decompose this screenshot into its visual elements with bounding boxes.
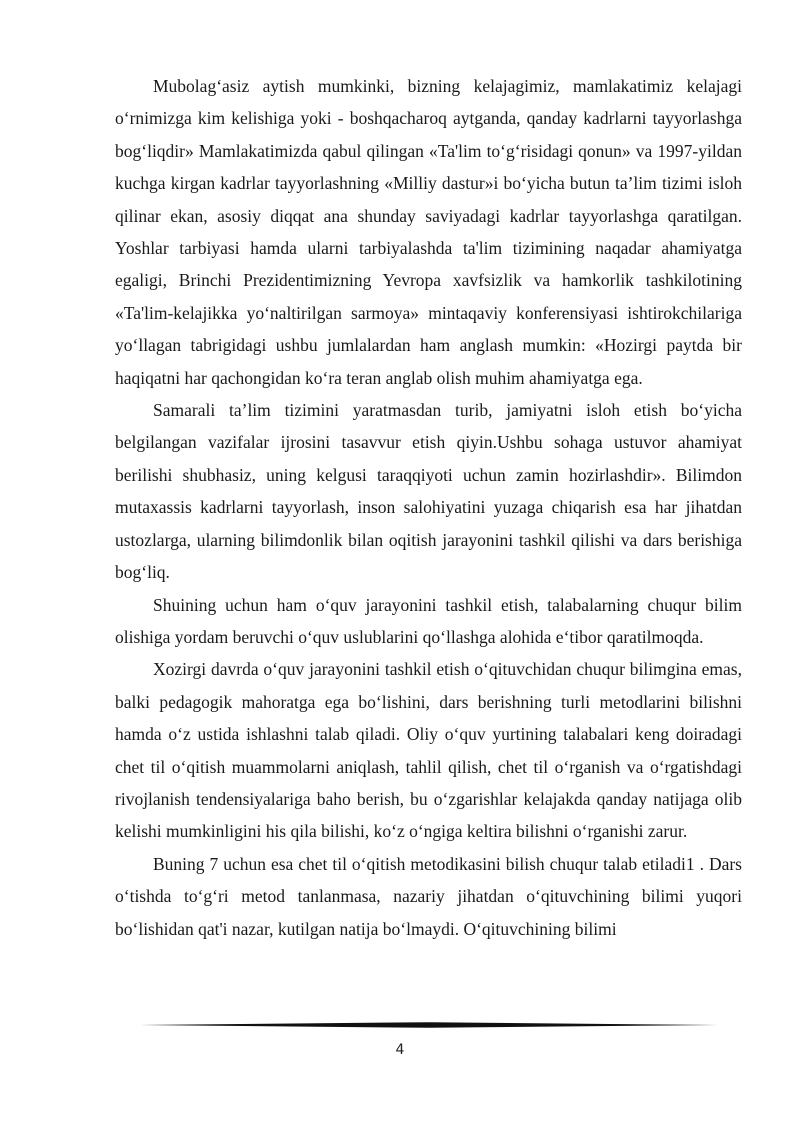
paragraph-4: Xozirgi davrda o‘quv jarayonini tashkil etish o‘qituvchidan chuqur bilimgina emas, balki pedagogik mahoratga ega bo‘lishini, dars berishning turli metodlarini bilishni hamda o‘z ustida ishlashni talab qiladi. Oliy o‘quv yurtining talabalari keng doiradagi chet til o‘qitish muammolarni aniqlash, tahlil qilish, chet til o‘rganish va o‘rgatishdagi rivojlanish tendensiyalariga baho berish, bu o‘zgarishlar kelajakda qanday natijaga olib kelishi mumkinligini his qila bilishi, ko‘z o‘ngiga keltira bilishni o‘rganishi zarur.: [115, 659, 742, 842]
paragraph-1: Mubolag‘asiz aytish mumkinki, bizning kelajagimiz, mamlakatimiz kelajagi o‘rnimizga kim kelishiga yoki - boshqacharoq aytganda, qanday kadrlarni tayyorlashga bog‘liqdir» Mamlakatimizda qabul qilingan «Ta'lim to‘g‘risidagi qonun» va 1997-yildan kuchga kirgan kadrlar tayyorlashning «Milliy dastur»i bo‘yicha butun ta’lim tizimi isloh qilinar ekan, asosiy diqqat ana shunday saviyadagi kadrlar tayyorlashga qaratilgan. Yoshlar tarbiyasi hamda ularni tarbiyalashda ta'lim tizimining naqadar ahamiyatga egaligi, Brinchi Prezidentimizning Yevropa xavfsizlik va hamkorlik tashkilotining «Ta'lim-kelajikka yo‘naltirilgan sarmoya» mintaqaviy konferensiyasi ishtirokchilariga yo‘llagan tabrigidagi ushbu jumlalardan ham anglash mumkin: «Hozirgi paytda bir haqiqatni har qachongidan ko‘ra teran anglab olish muhim ahamiyatga ega.: [115, 76, 742, 388]
body-text: [115, 70, 742, 945]
paragraph-2: Samarali ta’lim tizimini yaratmasdan turib, jamiyatni isloh etish bo‘yicha belgilangan vazifalar ijrosini tasavvur etish qiyin.Ushbu sohaga ustuvor ahamiyat berilishi shubhasiz, uning kelgusi taraqqiyoti uchun zamin hozirlashdir». Bilimdon mutaxassis kadrlarni tayyorlash, inson salohiyatini yuzaga chiqarish esa har jihatdan ustozlarga, ularning bilimdonlik bilan oqitish jarayonini tashkil qilishi va dars berishiga bog‘liq.: [115, 400, 742, 583]
paragraph-5: Buning 7 uchun esa chet til o‘qitish metodikasini bilish chuqur talab etiladi1 . Dars o‘tishda to‘g‘ri metod tanlanmasa, nazariy jihatdan o‘qituvchining bilimi yuqori bo‘lishidan qat'i nazar, kutilgan natija bo‘lmaydi. O‘qituvchining bilimi: [115, 853, 742, 939]
footer-divider: [140, 1022, 718, 1028]
page-number: 4: [395, 1042, 405, 1058]
paragraph-3: Shuining uchun ham o‘quv jarayonini tashkil etish, talabalarning chuqur bilim olishiga yordam beruvchi o‘quv uslublarini qo‘llashga alohida e‘tibor qaratilmoqda.: [115, 594, 742, 647]
